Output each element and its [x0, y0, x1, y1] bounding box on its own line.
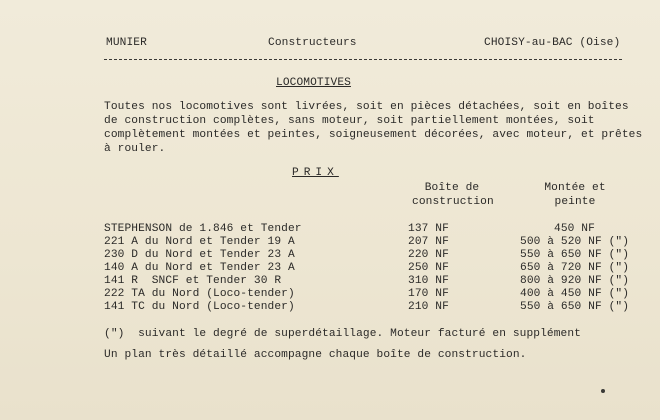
closing-note: Un plan très détaillé accompagne chaque boîte de construction.: [104, 349, 527, 361]
row-name: STEPHENSON de 1.846 et Tender: [104, 223, 302, 235]
row-name: 141 TC du Nord (Loco-tender): [104, 301, 295, 313]
column-kit-line-2: construction: [412, 196, 494, 208]
row-built-price: 450 NF: [554, 223, 595, 235]
row-name: 230 D du Nord et Tender 23 A: [104, 249, 295, 261]
row-built-price: 800 à 920 NF ("): [520, 275, 630, 287]
row-kit-price: 250 NF: [408, 262, 449, 274]
row-built-price: 550 à 650 NF ("): [520, 249, 630, 261]
row-kit-price: 170 NF: [408, 288, 449, 300]
intro-line-3: complètement montées et peintes, soigneusement décorées, avec moteur, et prêtes: [104, 129, 643, 141]
row-kit-price: 210 NF: [408, 301, 449, 313]
row-kit-price: 310 NF: [408, 275, 449, 287]
column-built-line-1: Montée et: [544, 182, 606, 194]
section-title: LOCOMOTIVES: [276, 77, 351, 89]
column-built-line-2: peinte: [554, 196, 596, 208]
row-built-price: 650 à 720 NF ("): [520, 262, 630, 274]
row-kit-price: 137 NF: [408, 223, 449, 235]
header-divider: [104, 59, 622, 60]
intro-line-1: Toutes nos locomotives sont livrées, soit en pièces détachées, soit en boîtes: [104, 101, 629, 113]
row-name: 222 TA du Nord (Loco-tender): [104, 288, 295, 300]
price-heading: PRIX: [292, 167, 339, 179]
row-name: 140 A du Nord et Tender 23 A: [104, 262, 295, 274]
row-name: 141 R SNCF et Tender 30 R: [104, 275, 282, 287]
header-location: CHOISY-au-BAC (Oise): [484, 37, 621, 49]
row-kit-price: 207 NF: [408, 236, 449, 248]
row-built-price: 550 à 650 NF ("): [520, 301, 630, 313]
row-built-price: 500 à 520 NF ("): [520, 236, 630, 248]
header-role: Constructeurs: [268, 37, 357, 49]
column-kit-line-1: Boîte de: [424, 182, 480, 194]
footnote: (") suivant le degré de superdétaillage. Moteur facturé en supplément: [104, 328, 581, 340]
header-company: MUNIER: [106, 37, 147, 49]
row-kit-price: 220 NF: [408, 249, 449, 261]
ink-dot: [601, 389, 605, 393]
row-built-price: 400 à 450 NF ("): [520, 288, 630, 300]
row-name: 221 A du Nord et Tender 19 A: [104, 236, 295, 248]
intro-line-2: de construction complètes, sans moteur, soit partiellement montées, soit: [104, 115, 595, 127]
intro-line-4: à rouler.: [104, 143, 166, 155]
